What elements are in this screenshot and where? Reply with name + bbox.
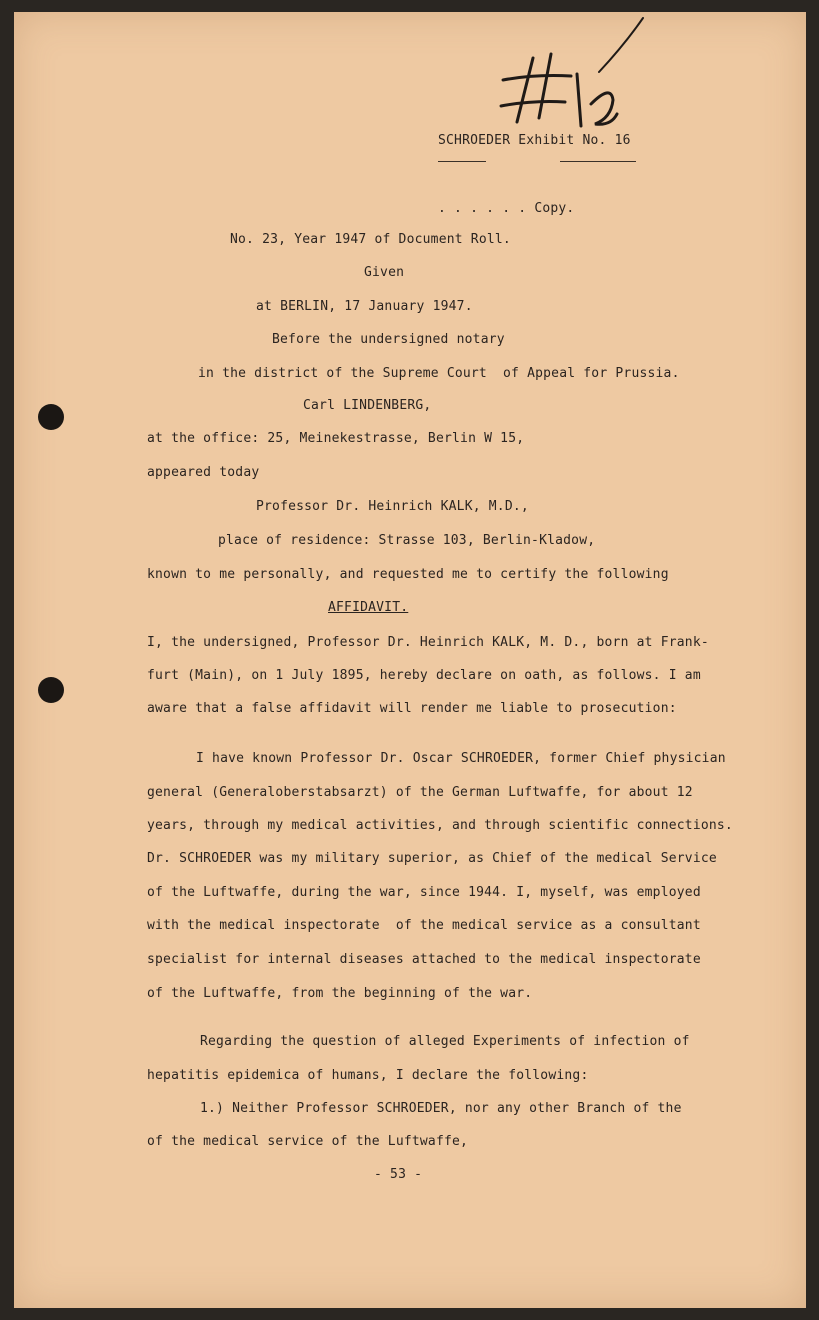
deponent-name: Professor Dr. Heinrich KALK, M.D., bbox=[256, 499, 529, 514]
paragraph-line: specialist for internal diseases attached to the medical inspectorate bbox=[147, 952, 701, 967]
paragraph-line: 1.) Neither Professor SCHROEDER, nor any other Branch of the bbox=[200, 1101, 682, 1116]
known-personally: known to me personally, and requested me to certify the following bbox=[147, 567, 669, 582]
paragraph-line: of the medical service of the Luftwaffe, bbox=[147, 1134, 469, 1149]
exhibit-underline-left bbox=[438, 161, 486, 162]
roll-number: No. 23, Year 1947 of Document Roll. bbox=[230, 232, 511, 247]
paragraph-line: hepatitis epidemica of humans, I declare the following: bbox=[147, 1068, 589, 1083]
exhibit-underline-right bbox=[560, 161, 636, 162]
notary-name: Carl LINDENBERG, bbox=[303, 398, 432, 413]
paragraph-line: aware that a false affidavit will render me liable to prosecution: bbox=[147, 701, 677, 716]
appeared-today: appeared today bbox=[147, 465, 260, 480]
exhibit-label: SCHROEDER Exhibit No. 16 bbox=[438, 133, 631, 148]
paragraph-line: I have known Professor Dr. Oscar SCHROEDER, former Chief physician bbox=[196, 751, 726, 766]
affidavit-title: AFFIDAVIT. bbox=[328, 600, 409, 615]
before-notary: Before the undersigned notary bbox=[272, 332, 505, 347]
handwritten-exhibit-mark bbox=[495, 14, 655, 144]
paragraph-line: of the Luftwaffe, from the beginning of the war. bbox=[147, 986, 533, 1001]
copy-marker: . . . . . . Copy. bbox=[438, 201, 575, 216]
office-address: at the office: 25, Meinekestrasse, Berlin W 15, bbox=[147, 431, 525, 446]
paragraph-line: furt (Main), on 1 July 1895, hereby declare on oath, as follows. I am bbox=[147, 668, 701, 683]
paragraph-line: of the Luftwaffe, during the war, since 1944. I, myself, was employed bbox=[147, 885, 701, 900]
deponent-residence: place of residence: Strasse 103, Berlin-Kladow, bbox=[218, 533, 596, 548]
court-district: in the district of the Supreme Court of Appeal for Prussia. bbox=[198, 366, 680, 381]
given-line: Given bbox=[364, 265, 405, 280]
paragraph-line: with the medical inspectorate of the medical service as a consultant bbox=[147, 918, 701, 933]
place-date: at BERLIN, 17 January 1947. bbox=[256, 299, 473, 314]
paragraph-line: I, the undersigned, Professor Dr. Heinrich KALK, M. D., born at Frank- bbox=[147, 635, 709, 650]
paragraph-line: Dr. SCHROEDER was my military superior, as Chief of the medical Service bbox=[147, 851, 717, 866]
page-number: - 53 - bbox=[374, 1167, 423, 1182]
paragraph-line: years, through my medical activities, and through scientific connections. bbox=[147, 818, 733, 833]
punch-hole-bottom bbox=[38, 677, 64, 703]
paragraph-line: general (Generaloberstabsarzt) of the German Luftwaffe, for about 12 bbox=[147, 785, 693, 800]
paragraph-line: Regarding the question of alleged Experiments of infection of bbox=[200, 1034, 690, 1049]
punch-hole-top bbox=[38, 404, 64, 430]
